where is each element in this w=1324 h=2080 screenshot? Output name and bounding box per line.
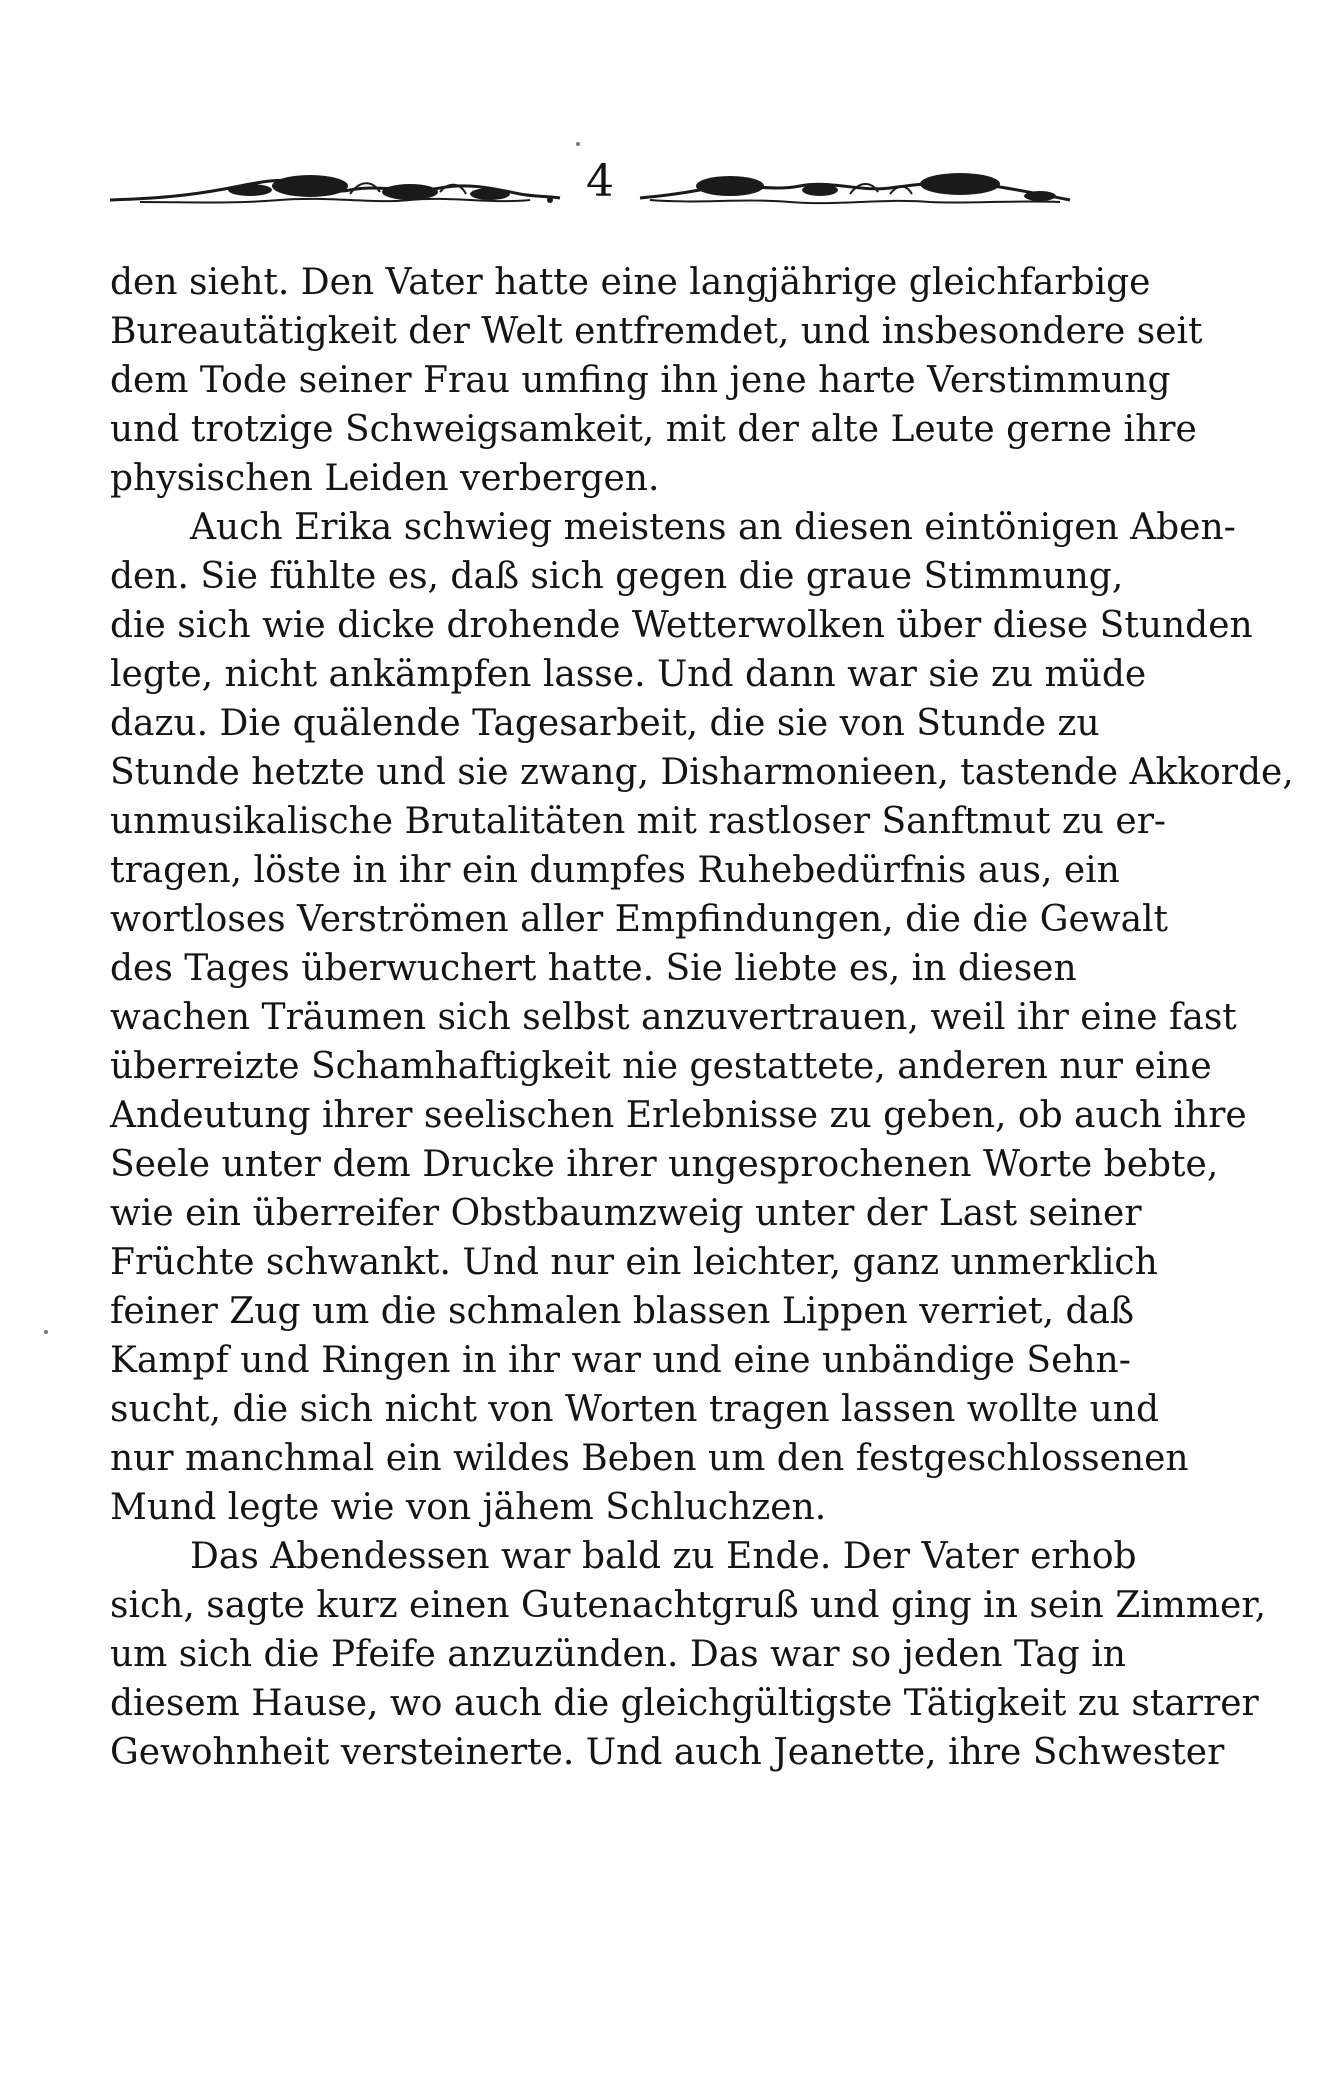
text-line: sucht, die sich nicht von Worten tragen lassen wollte und (110, 1389, 1160, 1430)
text-line: den. Sie fühlte es, daß sich gegen die graue Stimmung, (110, 556, 1124, 597)
text-line: des Tages überwuchert hatte. Sie liebte es, in diesen (110, 948, 1077, 989)
page-number: 4 (586, 156, 614, 207)
text-line: tragen, löste in ihr ein dumpfes Ruhebedürfnis aus, ein (110, 850, 1120, 891)
floral-ornament-icon (640, 164, 1070, 210)
text-line: Stunde hetzte und sie zwang, Disharmonieen, tastende Akkorde, (110, 752, 1294, 793)
text-line: feiner Zug um die schmalen blassen Lippen verriet, daß (110, 1291, 1135, 1332)
floral-ornament-icon (110, 164, 560, 210)
text-line: wachen Träumen sich selbst anzuvertrauen, weil ihr eine fast (110, 997, 1237, 1038)
text-line: Andeutung ihrer seelischen Erlebnisse zu geben, ob auch ihre (110, 1095, 1247, 1136)
text-line: überreizte Schamhaftigkeit nie gestattete, anderen nur eine (110, 1046, 1212, 1087)
text-line: sich, sagte kurz einen Gutenachtgruß und ging in sein Zimmer, (110, 1585, 1267, 1626)
text-line: Auch Erika schwieg meistens an diesen eintönigen Aben- (190, 507, 1236, 548)
text-line: Früchte schwankt. Und nur ein leichter, ganz unmerklich (110, 1242, 1158, 1283)
text-line: unmusikalische Brutalitäten mit rastloser Sanftmut zu er- (110, 801, 1167, 842)
text-line: diesem Hause, wo auch die gleichgültigste Tätigkeit zu starrer (110, 1683, 1259, 1724)
text-line: wie ein überreifer Obstbaumzweig unter der Last seiner (110, 1193, 1142, 1234)
text-line: nur manchmal ein wildes Beben um den festgeschlossenen (110, 1438, 1189, 1479)
text-line: Seele unter dem Drucke ihrer ungesprochenen Worte bebte, (110, 1144, 1219, 1185)
body-text (110, 258, 1294, 1777)
text-line: Bureautätigkeit der Welt entfremdet, und insbesondere seit (110, 311, 1203, 352)
text-line: den sieht. Den Vater hatte eine langjährige gleichfarbige (110, 262, 1151, 303)
text-line: Mund legte wie von jähem Schluchzen. (110, 1487, 827, 1528)
text-line: dazu. Die quälende Tagesarbeit, die sie von Stunde zu (110, 703, 1100, 744)
text-line: um sich die Pfeife anzuzünden. Das war so jeden Tag in (110, 1634, 1126, 1675)
paper-speck (576, 142, 580, 146)
text-line: Gewohnheit versteinerte. Und auch Jeanette, ihre Schwester (110, 1732, 1225, 1773)
text-line: legte, nicht ankämpfen lasse. Und dann war sie zu müde (110, 654, 1147, 695)
paper-speck (44, 1330, 48, 1334)
text-line: wortloses Verströmen aller Empfindungen, die die Gewalt (110, 899, 1169, 940)
text-line: Das Abendessen war bald zu Ende. Der Vater erhob (190, 1536, 1137, 1577)
text-line: physischen Leiden verbergen. (110, 458, 660, 499)
text-line: Kampf und Ringen in ihr war und eine unbändige Sehn- (110, 1340, 1131, 1381)
page-header (110, 150, 1070, 230)
text-line: die sich wie dicke drohende Wetterwolken über diese Stunden (110, 605, 1253, 646)
text-line: und trotzige Schweigsamkeit, mit der alte Leute gerne ihre (110, 409, 1197, 450)
text-line: dem Tode seiner Frau umfing ihn jene harte Verstimmung (110, 360, 1171, 401)
